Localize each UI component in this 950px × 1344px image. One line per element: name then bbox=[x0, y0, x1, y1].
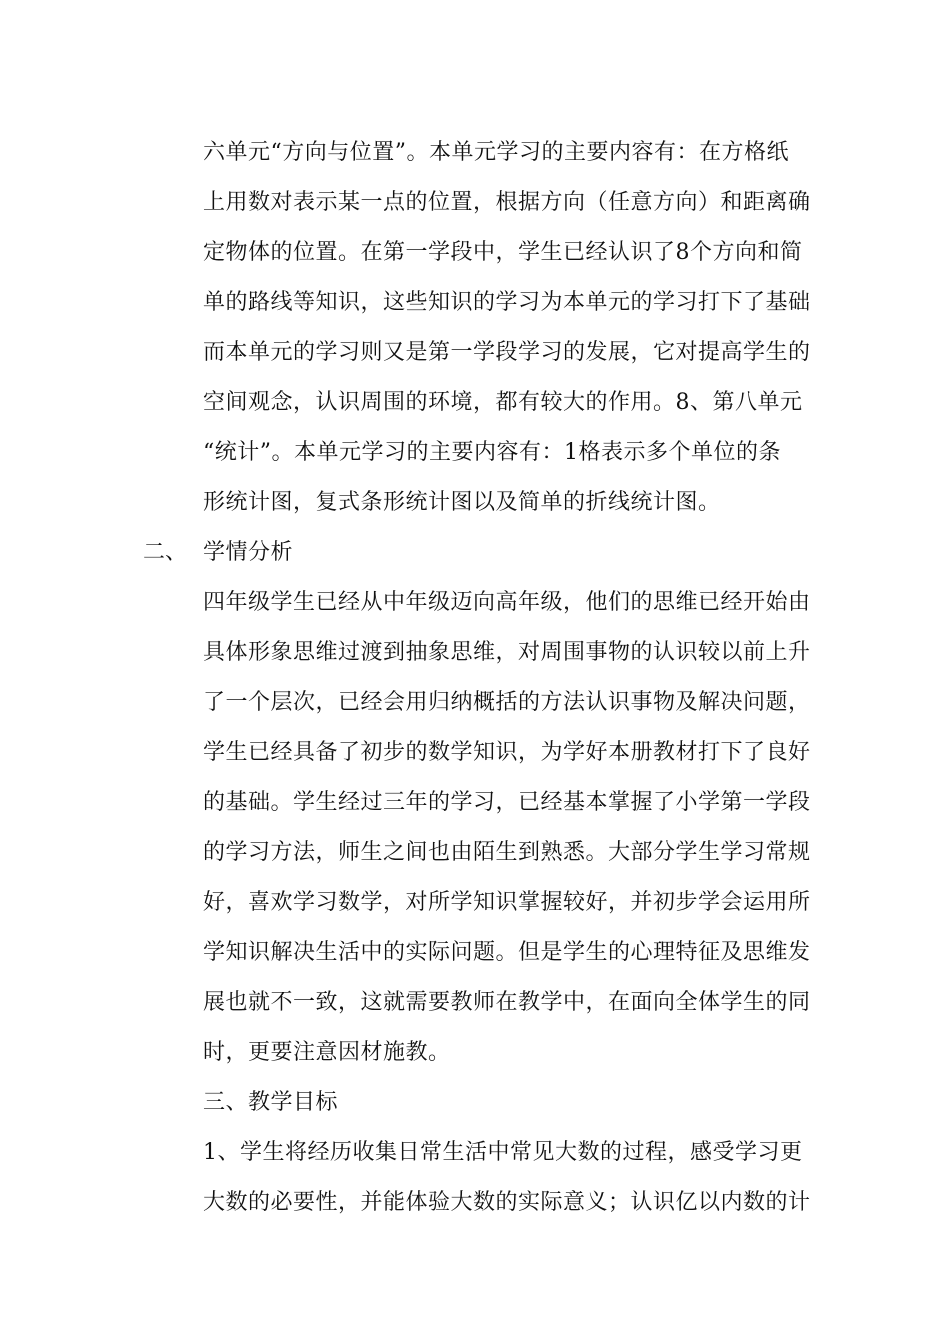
text-line: 的基础。学生经过三年的学习，已经基本掌握了小学第一学段 bbox=[203, 790, 811, 815]
text-line: 了一个层次，已经会用归纳概括的方法认识事物及解决问题， bbox=[203, 690, 811, 715]
text-line: 六单元“方向与位置”。本单元学习的主要内容有：在方格纸 bbox=[203, 140, 789, 165]
text-line: 具体形象思维过渡到抽象思维，对周围事物的认识较以前上升 bbox=[203, 640, 811, 665]
text-line: 大数的必要性，并能体验大数的实际意义；认识亿以内数的计 bbox=[203, 1190, 811, 1215]
text-line: 学知识解决生活中的实际问题。但是学生的心理特征及思维发 bbox=[203, 940, 811, 965]
text-line: 时，更要注意因材施教。 bbox=[203, 1040, 451, 1065]
section-3-title: 三、教学目标 bbox=[203, 1090, 339, 1115]
text-line: 1、学生将经历收集日常生活中常见大数的过程，感受学习更 bbox=[203, 1140, 803, 1165]
text-line: 四年级学生已经从中年级迈向高年级，他们的思维已经开始由 bbox=[203, 590, 811, 615]
text-line: 展也就不一致，这就需要教师在教学中，在面向全体学生的同 bbox=[203, 990, 811, 1015]
text-line: 单的路线等知识，这些知识的学习为本单元的学习打下了基础 bbox=[203, 290, 811, 315]
text-line: 定物体的位置。在第一学段中，学生已经认识了8个方向和简 bbox=[203, 240, 803, 265]
text-line: 学生已经具备了初步的数学知识，为学好本册教材打下了良好 bbox=[203, 740, 811, 765]
text-line: 空间观念，认识周围的环境，都有较大的作用。8、第八单元 bbox=[203, 390, 803, 415]
text-line: 的学习方法，师生之间也由陌生到熟悉。大部分学生学习常规 bbox=[203, 840, 811, 865]
text-line: 上用数对表示某一点的位置，根据方向（任意方向）和距离确 bbox=[203, 190, 811, 215]
section-2-title: 学情分析 bbox=[203, 540, 294, 565]
section-2-number: 二、 bbox=[143, 540, 188, 565]
text-line: 形统计图，复式条形统计图以及简单的折线统计图。 bbox=[203, 490, 721, 515]
text-line: 而本单元的学习则又是第一学段学习的发展，它对提高学生的 bbox=[203, 340, 811, 365]
text-line: “统计”。本单元学习的主要内容有：1格表示多个单位的条 bbox=[203, 440, 781, 465]
text-line: 好，喜欢学习数学，对所学知识掌握较好，并初步学会运用所 bbox=[203, 890, 811, 915]
